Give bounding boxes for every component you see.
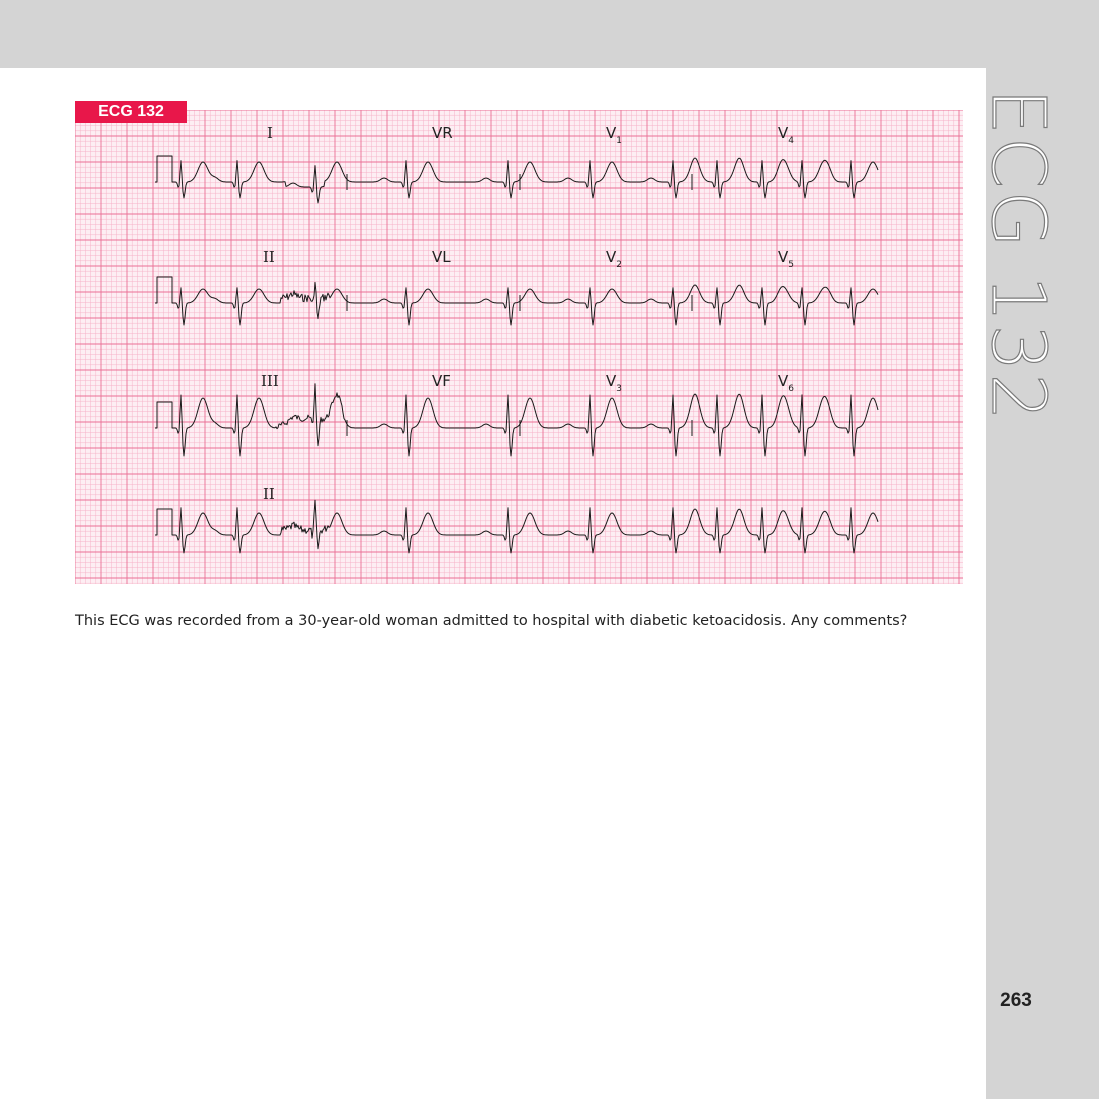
lead-label: III — [261, 372, 279, 390]
lead-label: I — [267, 124, 273, 142]
lead-label: VF — [432, 372, 451, 390]
figure-caption: This ECG was recorded from a 30-year-old woman admitted to hospital with diabetic ketoacidosis. Any comments? — [75, 613, 908, 629]
ecg-tracing — [75, 110, 963, 584]
lead-label: II — [263, 248, 275, 266]
lead-label: VR — [432, 124, 453, 142]
lead-label: $V_4$ — [778, 124, 794, 146]
ecg-figure — [75, 110, 963, 584]
lead-label: $V_6$ — [778, 372, 794, 394]
ecg-tag: ECG 132 — [75, 101, 187, 123]
chapter-side-title: ECG 132 — [975, 88, 1061, 423]
ecg-paper — [75, 110, 963, 584]
lead-label: II — [263, 485, 275, 503]
lead-label: $V_1$ — [606, 124, 622, 146]
header-band — [0, 0, 1099, 68]
page-number: 263 — [1000, 990, 1032, 1011]
lead-label: $V_3$ — [606, 372, 622, 394]
lead-label: $V_2$ — [606, 248, 622, 270]
lead-label: VL — [432, 248, 451, 266]
lead-label: $V_5$ — [778, 248, 794, 270]
